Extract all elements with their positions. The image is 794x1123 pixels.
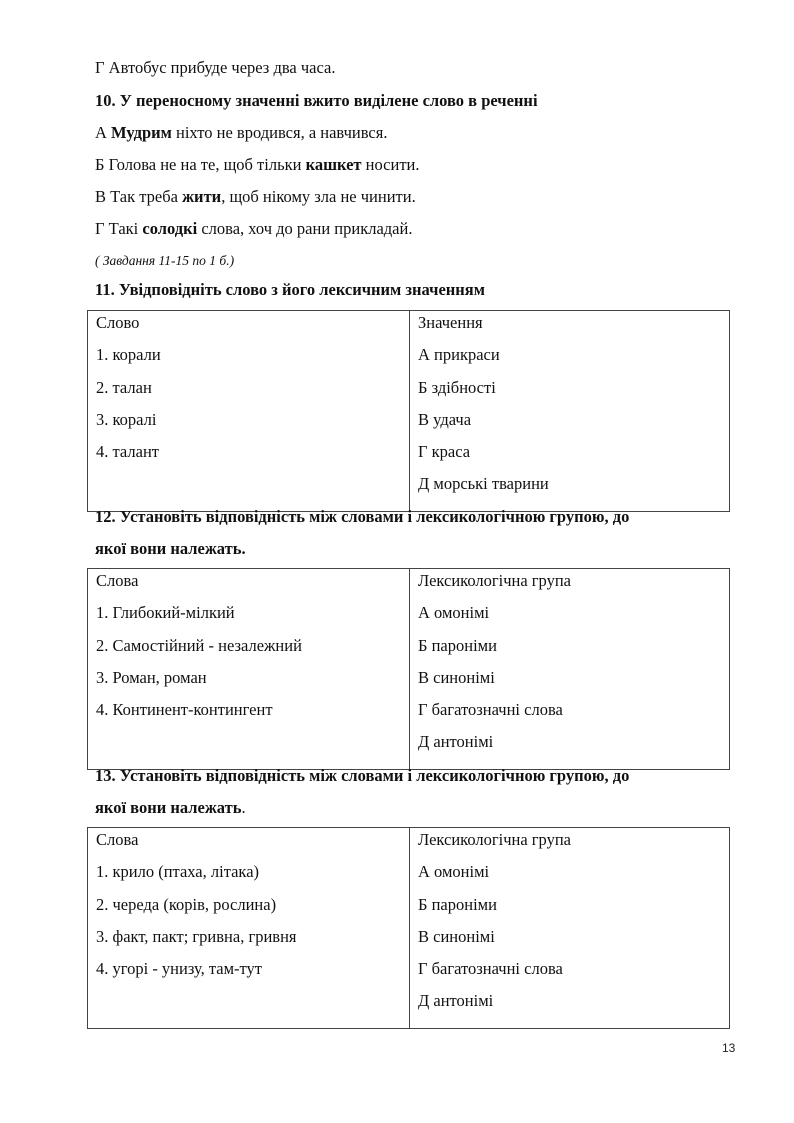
list-item: Г багатозначні слова xyxy=(418,959,563,979)
highlighted-word: Мудрим xyxy=(111,123,172,142)
list-item: Д антонімі xyxy=(418,991,494,1011)
list-item: Г краса xyxy=(418,442,471,462)
list-item: А омонімі xyxy=(418,603,490,623)
option-suffix: носити. xyxy=(361,155,420,174)
column-header: Слова xyxy=(96,830,139,849)
list-item: В удача xyxy=(418,409,472,429)
list-item: Б здібності xyxy=(418,377,496,397)
list-item: Б пароніми xyxy=(418,635,497,655)
groups-column xyxy=(410,569,730,770)
q11-title: 11. Увідповідніть слово з його лексичним значенням xyxy=(95,280,485,299)
list-item: 2. череда (корів, рослина) xyxy=(96,894,277,914)
q12-title-line1: 12. Установіть відповідність між словами і лексикологічною групою, до xyxy=(95,507,630,526)
list-item: 2. талан xyxy=(96,377,152,397)
q13-title-line2-text: якої вони належать xyxy=(95,798,242,817)
list-item: 4. талант xyxy=(96,442,159,462)
column-header: Слова xyxy=(96,571,139,590)
scoring-note: ( Завдання 11-15 по 1 б.) xyxy=(95,253,235,268)
list-item: 2. Самостійний - незалежний xyxy=(96,635,302,655)
table-row xyxy=(88,569,730,770)
list-item: 1. Глибокий-мілкий xyxy=(96,603,235,623)
column-header: Значення xyxy=(418,313,483,332)
list-item: Г багатозначні слова xyxy=(418,700,563,720)
words-column xyxy=(88,569,410,770)
option-suffix: ніхто не вродився, а навчився. xyxy=(171,123,388,142)
q13-title-period: . xyxy=(241,798,246,817)
column-header: Лексикологічна група xyxy=(418,830,571,849)
list-item: 1. корали xyxy=(96,345,161,365)
q10-option-b xyxy=(95,155,419,175)
list-item: 3. коралі xyxy=(96,409,157,429)
list-item: А омонімі xyxy=(418,862,490,882)
list-item: 4. Континент-контингент xyxy=(96,700,273,720)
q13-title-line2 xyxy=(95,798,246,818)
q13-title-line1: 13. Установіть відповідність між словами і лексикологічною групою, до xyxy=(95,766,630,785)
list-item: 3. Роман, роман xyxy=(96,667,207,687)
list-item: 4. угорі - унизу, там-тут xyxy=(96,959,262,979)
table-row xyxy=(88,828,730,1029)
option-suffix: слова, хоч до рани прикладай. xyxy=(197,219,413,238)
list-item: А прикраси xyxy=(418,345,500,365)
groups-column xyxy=(410,828,730,1029)
list-item: Б пароніми xyxy=(418,894,497,914)
q9-option-g: Г Автобус прибуде через два часа. xyxy=(95,58,336,77)
column-header: Слово xyxy=(96,313,140,332)
q13-table xyxy=(87,827,730,1029)
list-item: 1. крило (птаха, літака) xyxy=(96,862,260,882)
table-row xyxy=(88,311,730,512)
highlighted-word: жити xyxy=(182,187,222,206)
words-column xyxy=(88,311,410,512)
q10-option-a xyxy=(95,123,387,143)
option-prefix: В Так треба xyxy=(95,187,183,206)
option-prefix: А xyxy=(95,123,112,142)
highlighted-word: кашкет xyxy=(305,155,362,174)
list-item: Д антонімі xyxy=(418,732,494,752)
q10-title: 10. У переносному значенні вжито виділене слово в реченні xyxy=(95,91,538,110)
words-column xyxy=(88,828,410,1029)
q10-option-v xyxy=(95,187,416,207)
option-prefix: Г Такі xyxy=(95,219,143,238)
list-item: В синонімі xyxy=(418,667,495,687)
option-prefix: Б Голова не на те, щоб тільки xyxy=(95,155,306,174)
highlighted-word: солодкі xyxy=(142,219,198,238)
list-item: 3. факт, пакт; гривна, гривня xyxy=(96,926,297,946)
list-item: В синонімі xyxy=(418,926,495,946)
column-header: Лексикологічна група xyxy=(418,571,571,590)
q10-option-g xyxy=(95,219,412,239)
q12-title-line2: якої вони належать. xyxy=(95,539,246,558)
q11-table xyxy=(87,310,730,512)
page-number: 13 xyxy=(722,1041,736,1055)
option-suffix: , щоб нікому зла не чинити. xyxy=(221,187,416,206)
meanings-column xyxy=(410,311,730,512)
list-item: Д морські тварини xyxy=(418,474,549,494)
q12-table xyxy=(87,568,730,770)
